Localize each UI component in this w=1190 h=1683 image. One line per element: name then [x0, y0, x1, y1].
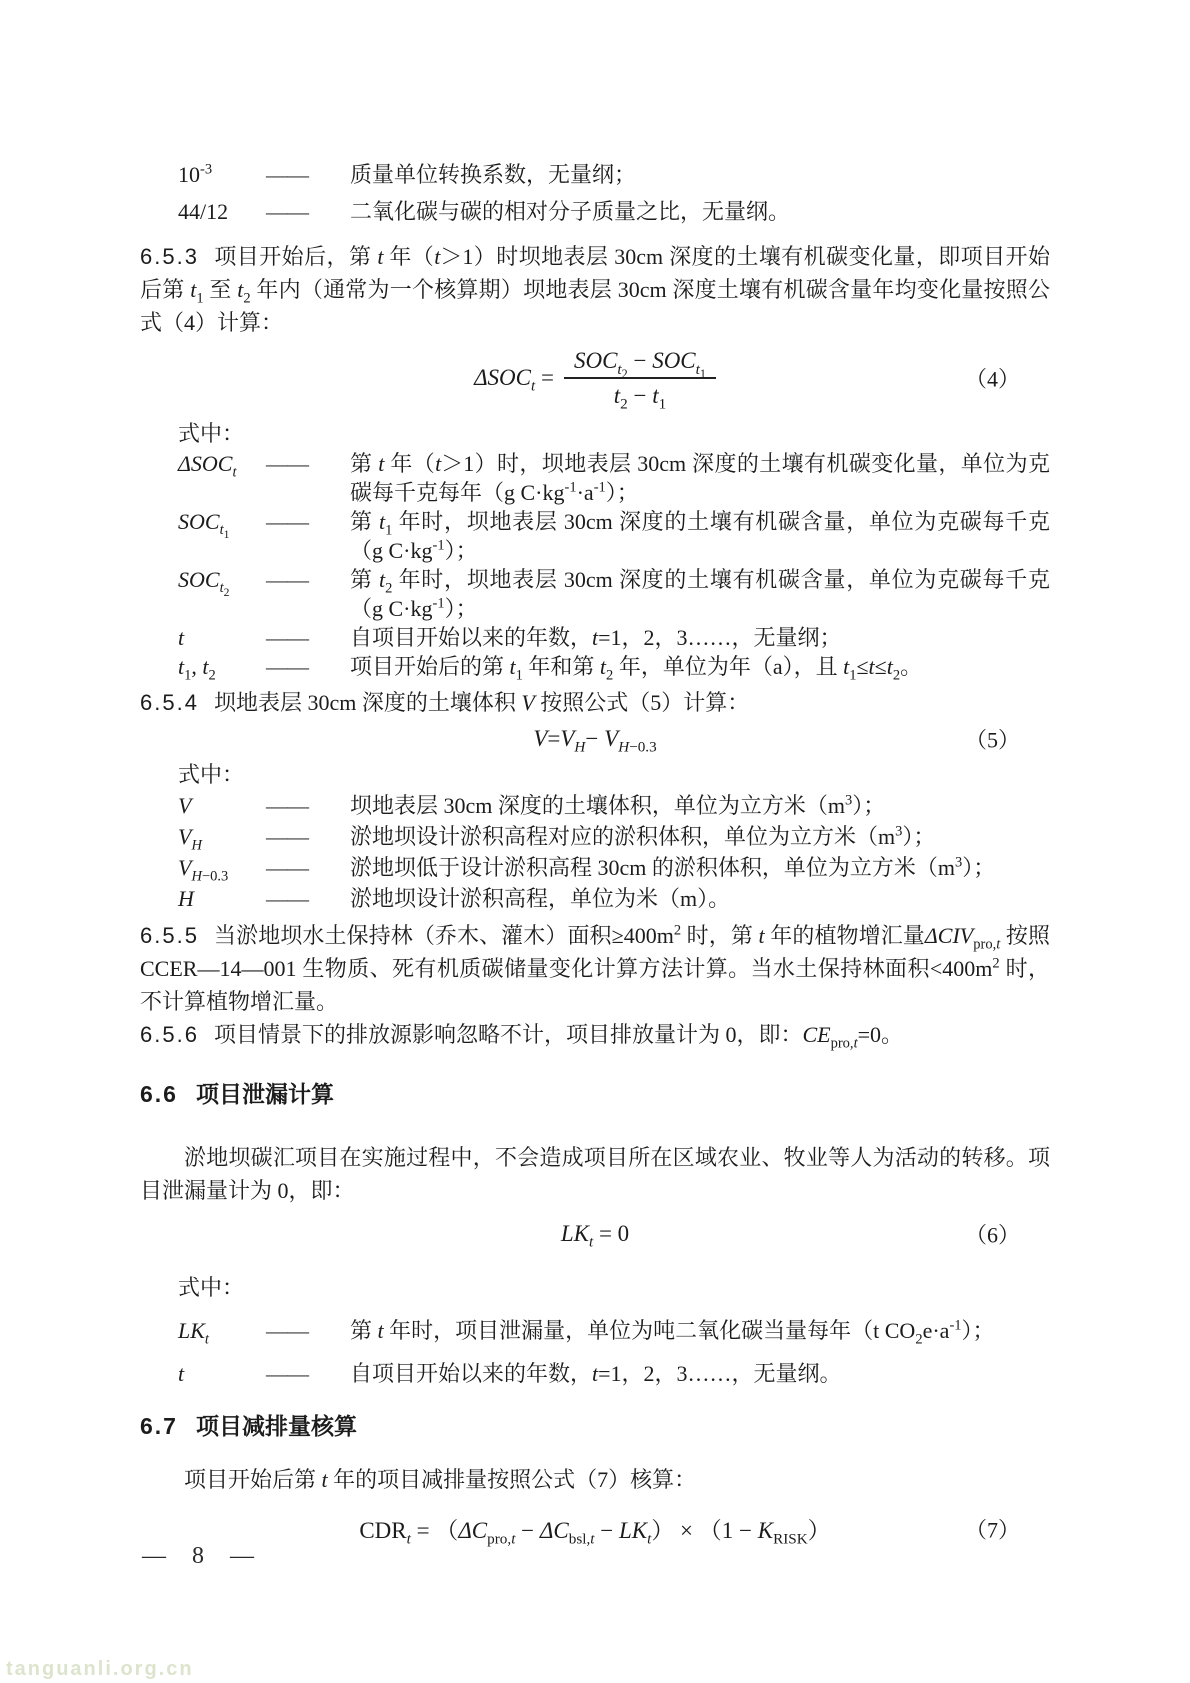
variable-list-formula-5 [140, 790, 1050, 914]
variable-desc: 淤地坝设计淤积高程，单位为米（m）。 [350, 886, 731, 911]
clause-text: 坝地表层 30cm 深度的土壤体积 V 按照公式（5）计算： [213, 690, 750, 715]
clause-text: 当淤地坝水土保持林（乔木、灌木）面积$\ge 400m^2$ 时，第 t 年的植物增汇量$\Delta CIV_{pro,t}$ 按照 CCER—14—001 生物质、死有机质碳储量变化计算方法计算。当水土保持林面积$<400m^2$ 时，不计算植物增汇量。 [140, 922, 1050, 1014]
formula-5-label: （5） [964, 727, 1020, 753]
definition-term: $10^{-3}$ [178, 161, 213, 187]
variable-row [140, 507, 1050, 565]
section-6-7-paragraph: 项目开始后第 t 年的项目减排量按照公式（7）核算： [184, 1467, 697, 1492]
formula-5 [140, 726, 1050, 756]
formula-4 [140, 347, 1050, 413]
variable-row [140, 790, 1050, 821]
variable-term: $V_H$ [178, 824, 202, 854]
definition-dash: —— [266, 199, 308, 224]
formula-6-label: （6） [964, 1222, 1020, 1248]
variable-desc: 第 $t_2$ 年时，坝地表层 30cm 深度的土壤有机碳含量，单位为克碳每千克（g $C\cdot kg^{-1}$）； [350, 567, 1050, 621]
section-heading-6-7 [140, 1411, 1050, 1441]
variable-desc: 项目开始后的第 $t_1$ 年和第 $t_2$ 年，单位为年（a），且 $t_1\le t\le t_2$。 [350, 654, 923, 684]
variable-term: V [178, 793, 192, 818]
variable-list-formula-6 [140, 1316, 1050, 1389]
variable-term: H [178, 886, 194, 911]
variable-term: $t_1$, $t_2$ [178, 654, 216, 684]
clause-6-5-6 [140, 1018, 1050, 1051]
variable-desc: 坝地表层 30cm 深度的土壤体积，单位为立方米$(m^3)$； [350, 792, 886, 818]
formula-7 [140, 1512, 1050, 1548]
formula-6 [140, 1221, 1050, 1251]
page-number: 8 [192, 1543, 204, 1569]
variable-row [140, 652, 1050, 684]
clause-6-5-5 [140, 919, 1050, 1018]
section-heading-6-6 [140, 1079, 1050, 1109]
formula-body: $CDR_t = (\Delta C_{pro,t} - \Delta C_{bsl,t} - LK_t) \times (1 - K_{RISK})$ [359, 1518, 831, 1548]
clause-number: 6.5.4 [140, 690, 199, 715]
footer-left-dash: — [142, 1543, 166, 1569]
clause-number: 6.5.3 [140, 244, 199, 269]
clause-text: 项目开始后，第 t 年（t＞1）时坝地表层 30cm 深度的土壤有机碳变化量，即项目开始后第 $t_1$ 至 $t_2$ 年内（通常为一个核算期）坝地表层 30cm 深度土壤有机碳含量年均变化量按照公式（4）计算： [140, 244, 1050, 335]
definition-desc: 质量单位转换系数，无量纲； [350, 162, 637, 187]
variable-term: $\Delta SOC_t$ [178, 451, 237, 481]
variable-row [140, 1359, 1050, 1389]
section-number: 6.6 [140, 1081, 178, 1107]
where-label: 式中： [178, 1275, 245, 1300]
variable-dash: —— [266, 886, 308, 911]
definition-term: 44/12 [178, 199, 229, 224]
variable-dash: —— [266, 567, 308, 592]
where-label: 式中： [178, 421, 245, 446]
variable-row [140, 883, 1050, 914]
formula-body: $LK_t = 0$ [560, 1221, 630, 1251]
definition-dash: —— [266, 162, 308, 187]
variable-dash: —— [266, 509, 308, 534]
footer-right-dash: — [230, 1543, 254, 1569]
watermark: tanguanli.org.cn [6, 1658, 194, 1680]
variable-dash: —— [266, 1361, 308, 1386]
variable-row [140, 821, 1050, 852]
fraction-numerator: $SOC_{t_2} - SOC_{t_1}$ [564, 347, 716, 379]
variable-row [140, 1316, 1050, 1346]
variable-term: t [178, 625, 185, 650]
formula-body: $V=V_H- V_{H-0.3}$ [533, 726, 657, 756]
variable-list-formula-4 [140, 449, 1050, 684]
variable-row [140, 623, 1050, 652]
variable-row [140, 565, 1050, 623]
variable-desc: 淤地坝低于设计淤积高程 30cm 的淤积体积，单位为立方米$(m^3)$； [350, 854, 996, 880]
variable-desc: 第 t 年（t＞1）时，坝地表层 30cm 深度的土壤有机碳变化量，单位为克碳每千克每年（g $C\cdot kg^{-1}\cdot a^{-1}$）； [350, 451, 1050, 505]
variable-desc: 第 t 年时，项目泄漏量，单位为吨二氧化碳当量每年（t $CO_2e\cdot a^{-1}$）； [350, 1317, 995, 1348]
variable-dash: —— [266, 1318, 308, 1343]
fraction [564, 347, 716, 413]
page-content [140, 156, 1050, 1548]
variable-row [140, 449, 1050, 507]
fraction-denominator: $t_2 - t_1$ [613, 383, 667, 413]
variable-desc: 第 $t_1$ 年时，坝地表层 30cm 深度的土壤有机碳含量，单位为克碳每千克（g $C\cdot kg^{-1}$）； [350, 509, 1050, 563]
variable-desc: 自项目开始以来的年数，t=1，2，3……，无量纲； [350, 625, 842, 650]
where-label: 式中： [178, 762, 245, 787]
section-title: 项目减排量核算 [195, 1413, 357, 1439]
variable-dash: —— [266, 855, 308, 880]
variable-desc: 淤地坝设计淤积高程对应的淤积体积，单位为立方米$(m^3)$； [350, 823, 936, 849]
variable-term: $V_{H-0.3}$ [178, 855, 229, 885]
formula-4-label: （4） [964, 366, 1020, 392]
variable-desc: 自项目开始以来的年数，t=1，2，3……，无量纲。 [350, 1361, 842, 1386]
variable-term: $SOC_{t_2}$ [178, 567, 230, 600]
formula-lhs: $\Delta SOC_t$ = [474, 365, 554, 395]
variable-dash: —— [266, 824, 308, 849]
definition-desc: 二氧化碳与碳的相对分子质量之比，无量纲。 [350, 199, 791, 224]
variable-row [140, 852, 1050, 883]
clause-text: 项目情景下的排放源影响忽略不计，项目排放量计为 0，即：$CE_{pro,t}=0$。 [213, 1022, 904, 1052]
definition-row [140, 193, 1050, 230]
variable-dash: —— [266, 625, 308, 650]
symbol-definition-list-top [140, 156, 1050, 230]
variable-term: t [178, 1361, 185, 1386]
variable-term: $SOC_{t_1}$ [178, 509, 230, 542]
clause-number: 6.5.6 [140, 1022, 199, 1047]
section-title: 项目泄漏计算 [195, 1081, 334, 1107]
clause-number: 6.5.5 [140, 923, 199, 948]
formula-7-label: （7） [964, 1517, 1020, 1542]
variable-term: $LK_t$ [178, 1318, 209, 1348]
definition-row [140, 156, 1050, 193]
clause-6-5-4 [140, 686, 1050, 719]
clause-6-5-3 [140, 240, 1050, 339]
variable-dash: —— [266, 451, 308, 476]
page-footer [142, 1543, 254, 1570]
variable-dash: —— [266, 793, 308, 818]
section-6-6-paragraph: 淤地坝碳汇项目在实施过程中，不会造成项目所在区域农业、牧业等人为活动的转移。项目泄漏量计为 0，即： [140, 1145, 1050, 1203]
variable-dash: —— [266, 654, 308, 679]
section-number: 6.7 [140, 1413, 178, 1439]
